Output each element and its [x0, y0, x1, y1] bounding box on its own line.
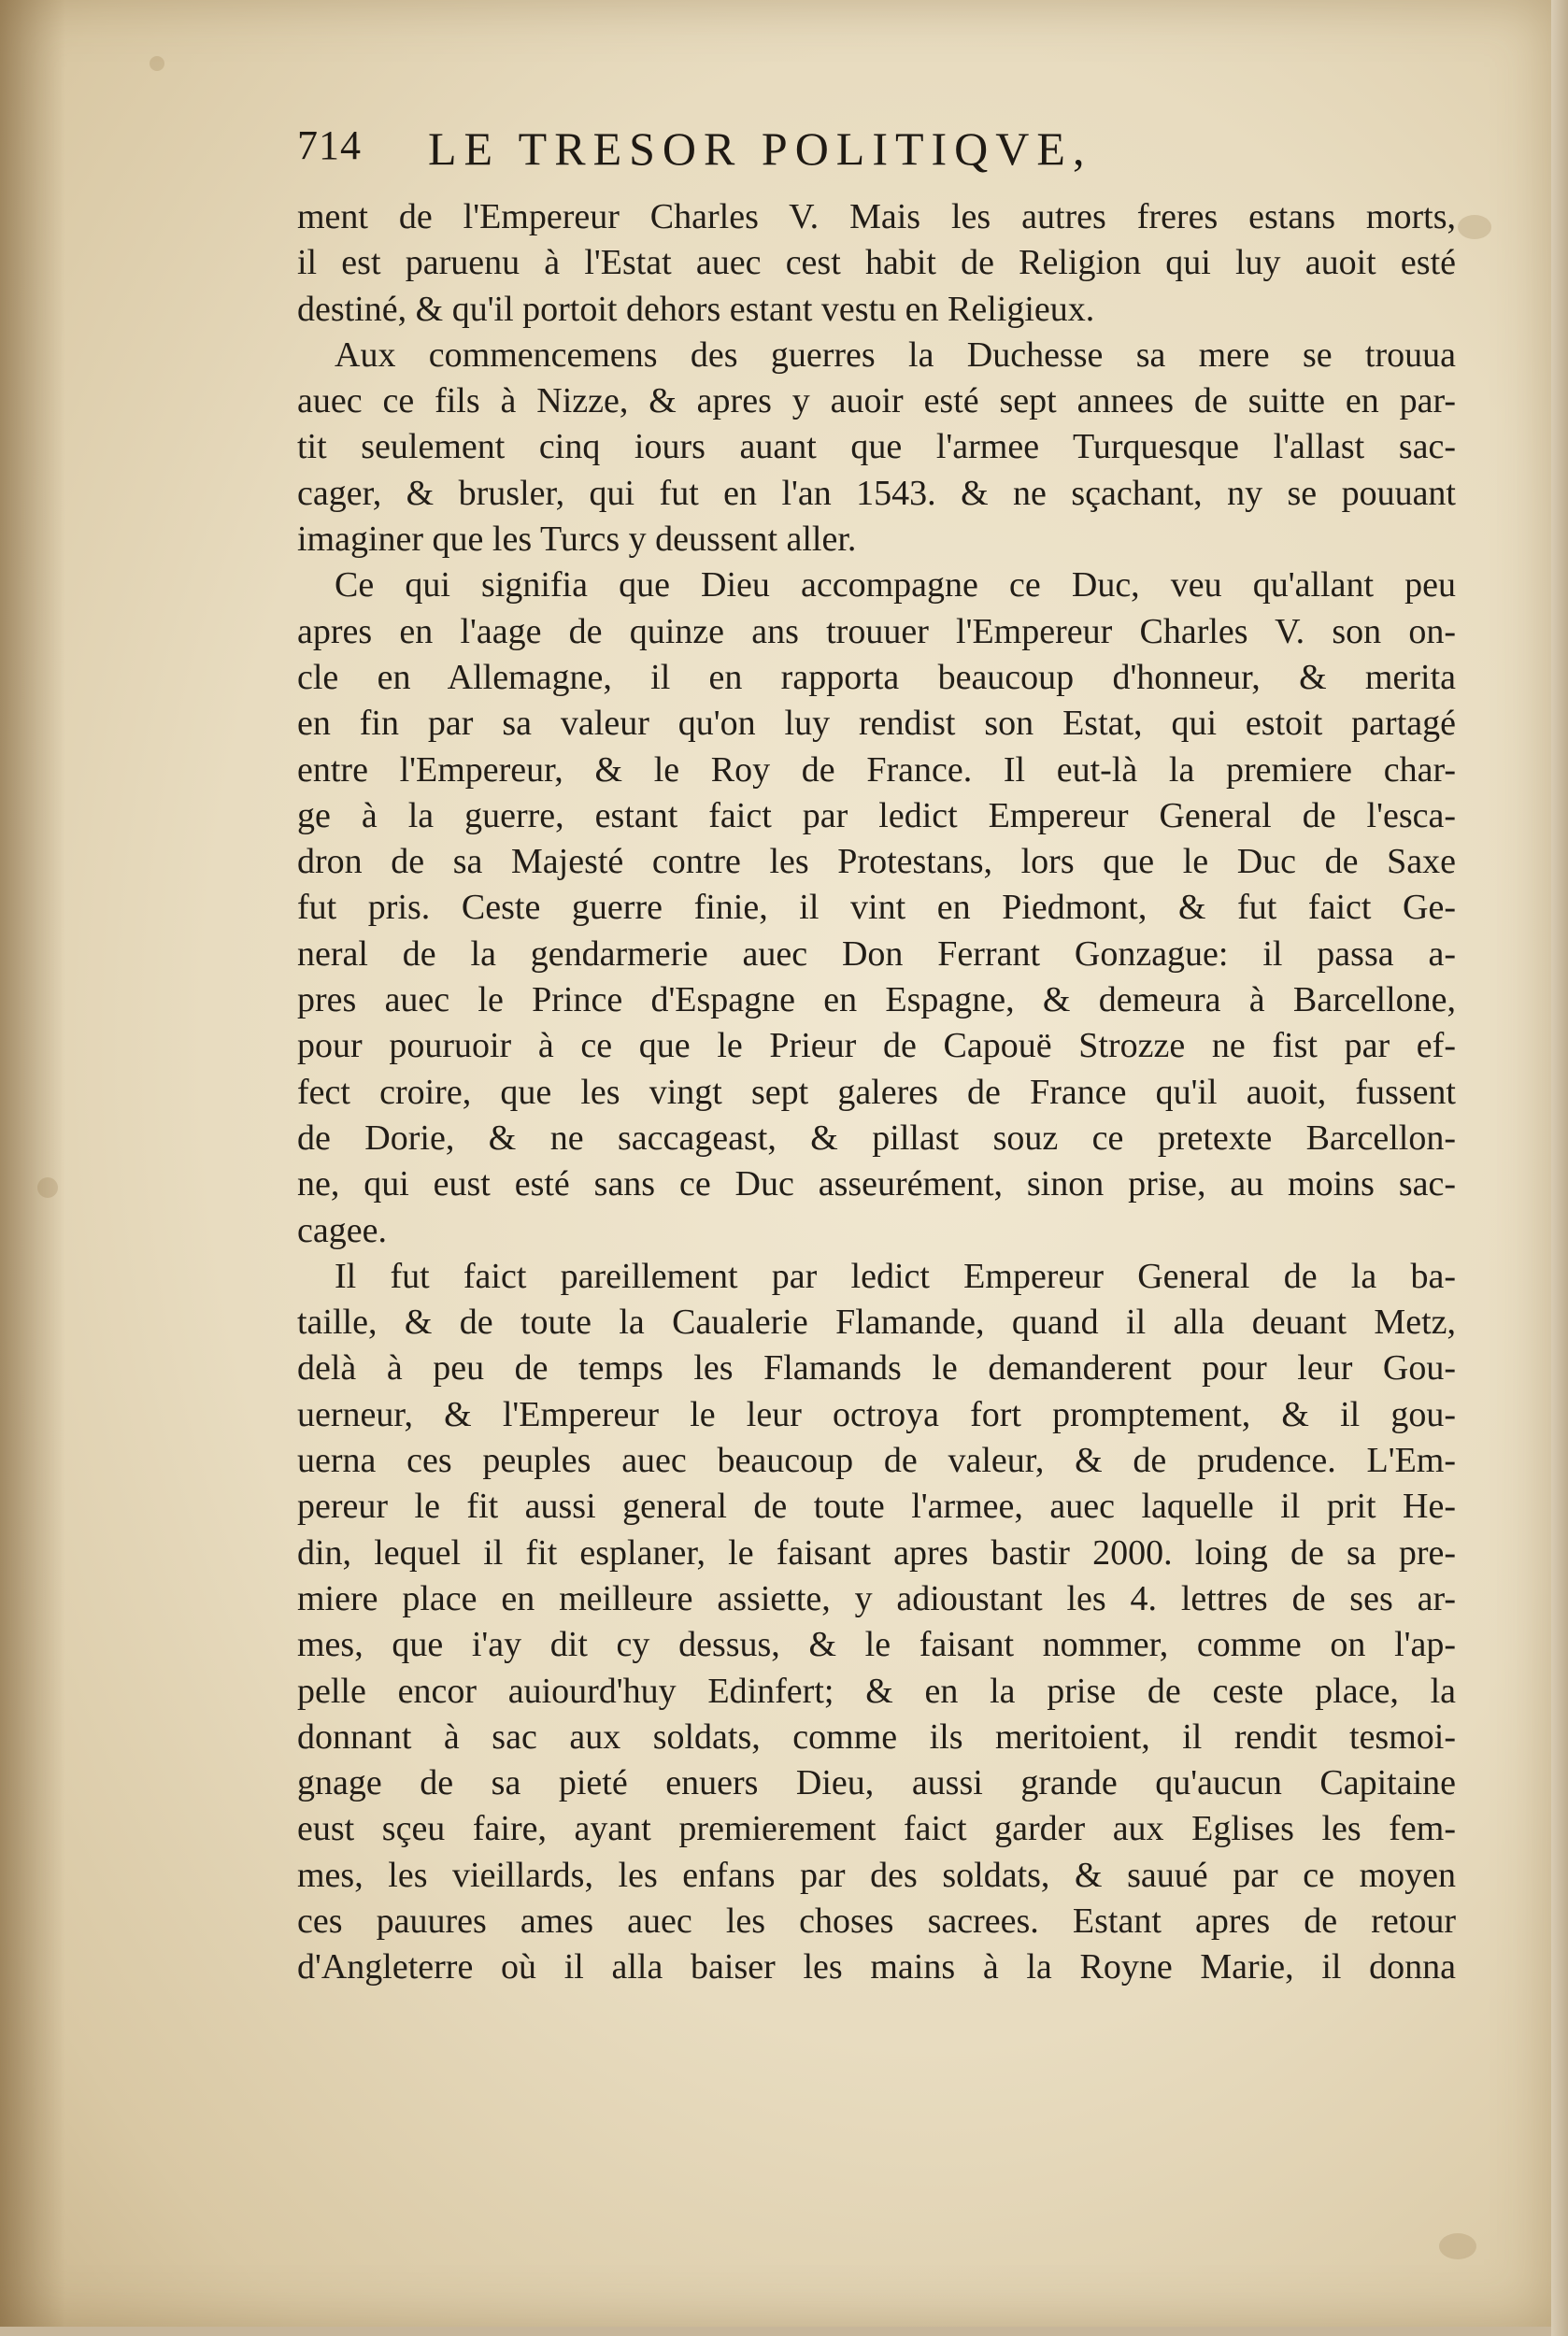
paragraph: [297, 1254, 1456, 1991]
text-line: Il fut faict pareillement par ledict Empereur General de la ba-: [335, 1256, 1456, 1296]
text-line: neral de la gendarmerie auec Don Ferrant Gonzague: il passa a-: [297, 933, 1456, 974]
text-line: Ce qui signifia que Dieu accompagne ce Duc, veu qu'allant peu: [335, 565, 1456, 605]
text-line: donnant à sac aux soldats, comme ils meritoient, il rendit tesmoi-: [297, 1716, 1456, 1757]
text-line: en fin par sa valeur qu'on luy rendist son Estat, qui estoit partagé: [297, 704, 1456, 744]
page-header: [297, 121, 1288, 187]
paragraph: [297, 194, 1456, 333]
text-line: fut pris. Ceste guerre finie, il vint en Piedmont, & fut faict Ge-: [297, 888, 1456, 928]
paragraph: [297, 333, 1456, 563]
running-title: LE TRESOR POLITIQVE,: [428, 122, 1092, 175]
text-line: ment de l'Empereur Charles V. Mais les autres freres estans morts,: [297, 197, 1456, 236]
text-line: uerna ces peuples auec beaucoup de valeur, & de prudence. L'Em-: [297, 1441, 1456, 1481]
text-line: mes, que i'ay dit cy dessus, & le faisant nommer, comme on l'ap-: [297, 1625, 1456, 1665]
text-line: pres auec le Prince d'Espagne en Espagne, & demeura à Barcellone,: [297, 980, 1456, 1020]
scan-edge: [1551, 0, 1568, 2336]
text-line: Aux commencemens des guerres la Duchesse sa mere se trouua: [335, 335, 1456, 375]
ink-spot: [37, 1177, 58, 1198]
text-line: uerneur, & l'Empereur le leur octroya fort promptement, & il gou-: [297, 1394, 1456, 1434]
text-line: auec ce fils à Nizze, & apres y auoir esté sept annees de suitte en par-: [297, 381, 1456, 421]
text-line: de Dorie, & ne saccageast, & pillast souz ce pretexte Barcellon-: [297, 1118, 1456, 1158]
text-line: cagee.: [297, 1210, 387, 1250]
page-number: 714: [297, 122, 362, 168]
text-line: dron de sa Majesté contre les Protestans, lors que le Duc de Saxe: [297, 842, 1456, 882]
ink-spot: [150, 56, 164, 71]
text-line: miere place en meilleure assiette, y adioustant les 4. lettres de ses ar-: [297, 1578, 1456, 1618]
binding-gutter: [0, 0, 65, 2327]
text-line: pereur le fit aussi general de toute l'armee, auec laquelle il prit He-: [297, 1487, 1456, 1527]
text-line: eust sçeu faire, ayant premierement faict garder aux Eglises les fem-: [297, 1809, 1456, 1849]
text-line: imaginer que les Turcs y deussent aller.: [297, 520, 857, 560]
text-line: pour pouruoir à ce que le Prieur de Capouë Strozze ne fist par ef-: [297, 1026, 1456, 1066]
text-line: fect croire, que les vingt sept galeres de France qu'il auoit, fussent: [297, 1072, 1456, 1112]
text-line: cle en Allemagne, il en rapporta beaucoup d'honneur, & merita: [297, 657, 1456, 697]
text-line: ge à la guerre, estant faict par ledict Empereur General de l'esca-: [297, 795, 1456, 835]
text-line: mes, les vieillards, les enfans par des soldats, & sauué par ce moyen: [297, 1855, 1456, 1895]
text-line: pelle encor auiourd'huy Edinfert; & en la prise de ceste place, la: [297, 1671, 1456, 1711]
text-line: apres en l'aage de quinze ans trouuer l'Empereur Charles V. son on-: [297, 611, 1456, 651]
ink-spot: [1458, 215, 1491, 239]
text-line: d'Angleterre où il alla baiser les mains à la Royne Marie, il donna: [297, 1947, 1456, 1987]
text-line: il est paruenu à l'Estat auec cest habit de Religion qui luy auoit esté: [297, 243, 1456, 283]
text-line: taille, & de toute la Caualerie Flamande, quand il alla deuant Metz,: [297, 1303, 1456, 1343]
ink-spot: [1439, 2233, 1476, 2259]
paragraph: [297, 563, 1456, 1253]
text-line: cager, & brusler, qui fut en l'an 1543. & ne sçachant, ny se pouuant: [297, 473, 1456, 513]
text-line: ces pauures ames auec les choses sacrees. Estant apres de retour: [297, 1901, 1456, 1941]
text-line: ne, qui eust esté sans ce Duc asseurément, sinon prise, au moins sac-: [297, 1164, 1456, 1204]
text-line: entre l'Empereur, & le Roy de France. Il eut-là la premiere char-: [297, 749, 1456, 790]
text-line: delà à peu de temps les Flamands le demanderent pour leur Gou-: [297, 1348, 1456, 1389]
text-line: din, lequel il fit esplaner, le faisant apres bastir 2000. loing de sa pre-: [297, 1532, 1456, 1573]
text-line: gnage de sa pieté enuers Dieu, aussi grande qu'aucun Capitaine: [297, 1763, 1456, 1803]
body-text: [297, 194, 1456, 1991]
text-line: tit seulement cinq iours auant que l'armee Turquesque l'allast sac-: [297, 427, 1456, 467]
text-line: destiné, & qu'il portoit dehors estant vestu en Religieux.: [297, 289, 1095, 329]
